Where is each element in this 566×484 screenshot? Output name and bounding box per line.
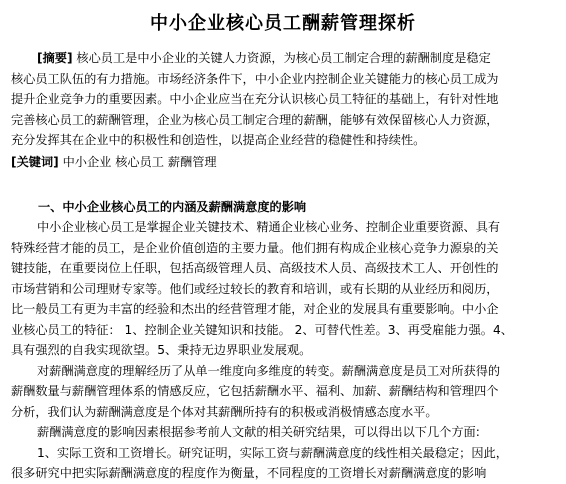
keywords-label: [关键词]	[11, 155, 59, 169]
body-line: 键技能，在重要岗位上任职，包括高级管理人员、高级技术人员、高级技术工人、开创性的	[11, 261, 499, 275]
section-heading: 一、中小企业核心员工的内涵及薪酬满意度的影响	[38, 200, 307, 214]
abstract-text: 核心员工是中小企业的关键人力资源，为核心员工制定合理的薪酬制度是稳定	[72, 51, 491, 65]
body-line: 业核心员工的特征： 1、控制企业关键知识和技能。 2、可替代性差。3、再受雇能力强。4、	[11, 322, 513, 337]
keywords-text: 中小企业 核心员工 薪酬管理	[58, 155, 217, 169]
body-line: 具有强烈的自我实现欲望。5、秉持无边界职业发展观。	[11, 343, 312, 357]
abstract-line	[11, 48, 565, 69]
abstract-line: 充分发挥其在企业中的积极性和创造性，以提高企业经营的稳健性和持续性。	[11, 133, 426, 147]
body-line: 比一般员工有更为丰富的经验和杰出的经营管理才能，对企业的发展具有重要影响。中小企	[11, 302, 499, 316]
abstract-label: [摘要]	[37, 51, 73, 65]
abstract-line: 完善核心员工的薪酬管理，企业为核心员工制定合理的薪酬，能够有效保留核心人力资源，	[11, 112, 499, 127]
body-line: 对薪酬满意度的理解经历了从单一维度向多维度的转变。薪酬满意度是员工对所获得的	[37, 363, 501, 378]
abstract-line: 核心员工队伍的有力措施。市场经济条件下，中小企业内控制企业关键能力的核心员工成为	[11, 71, 499, 86]
body-line: 很多研究中把实际薪酬满意度的程度作为衡量，不同程度的工资增长对薪酬满意度的影响	[11, 466, 487, 480]
body-line: 1、实际工资和工资增长。研究证明，实际工资与薪酬满意度的线性相关最稳定；因此，	[37, 445, 508, 460]
body-line: 薪酬满意度的影响因素根据参考前人文献的相关研究结果，可以得出以下几个方面:	[37, 425, 480, 439]
page-title: 中小企业核心员工酬薪管理探析	[150, 13, 416, 34]
abstract-line: 提升企业竞争力的重要因素。中小企业应当在充分认识核心员工特征的基础上，有针对性地	[11, 92, 499, 106]
section-body	[11, 217, 565, 484]
body-line: 市场营销和公司理财专家等。他们或经过较长的教育和培训，或有长期的从业经历和阅历，	[11, 281, 499, 296]
body-line: 薪酬数量与薪酬管理体系的情感反应，它包括薪酬水平、福利、加薪、薪酬结构和管理四个	[11, 384, 499, 398]
body-line: 中小企业核心员工是掌握企业关键技术、精通企业核心业务、控制企业重要资源、具有	[37, 220, 501, 234]
body-line: 特殊经营才能的员工，是企业价值创造的主要力量。他们拥有构成企业核心竞争力源泉的关	[11, 240, 499, 255]
body-line: 分析，我们认为薪酬满意度是个体对其薪酬所持有的积极或消极情感态度水平。	[11, 404, 438, 419]
abstract-paragraph	[11, 48, 565, 151]
keywords-line	[11, 152, 217, 172]
